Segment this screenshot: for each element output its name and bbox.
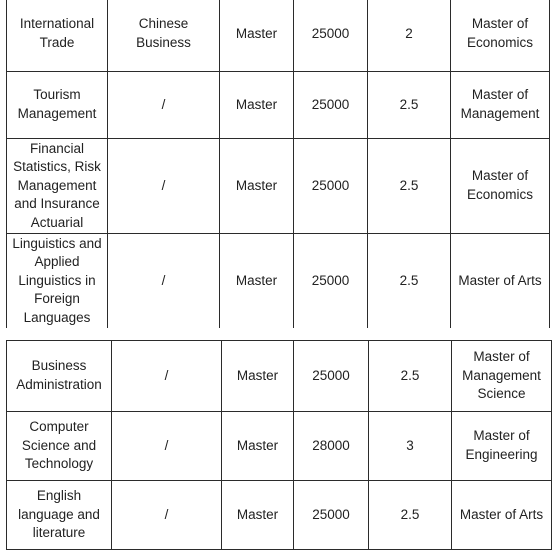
tuition-cell: 25000	[294, 481, 369, 550]
level-cell: Master	[220, 72, 294, 139]
table-row	[7, 72, 550, 139]
table-row	[7, 0, 550, 72]
degree-cell: Master of Arts	[452, 481, 552, 550]
major-cell: English language and literature	[7, 481, 112, 550]
section-gap	[0, 328, 557, 340]
level-cell: Master	[222, 412, 294, 481]
degree-cell: Master of Economics	[451, 0, 550, 72]
major-cell: Business Administration	[7, 341, 112, 412]
direction-cell: /	[112, 481, 222, 550]
direction-cell: /	[108, 139, 220, 234]
direction-cell: Chinese Business	[108, 0, 220, 72]
major-cell: Financial Statistics, Risk Management and Insurance Actuarial	[7, 139, 108, 234]
duration-cell: 2.5	[368, 72, 451, 139]
tuition-cell: 25000	[294, 341, 369, 412]
tuition-cell: 25000	[294, 139, 368, 234]
degree-cell: Master of Management Science	[452, 341, 552, 412]
tuition-cell: 28000	[294, 412, 369, 481]
table-row	[7, 139, 550, 234]
duration-cell: 2.5	[369, 481, 452, 550]
major-cell: Tourism Management	[7, 72, 108, 139]
duration-cell: 2.5	[368, 234, 451, 329]
duration-cell: 2	[368, 0, 451, 72]
direction-cell: /	[108, 72, 220, 139]
duration-cell: 2.5	[368, 139, 451, 234]
duration-cell: 2.5	[369, 341, 452, 412]
program-table-top	[6, 0, 550, 329]
level-cell: Master	[220, 234, 294, 329]
degree-cell: Master of Economics	[451, 139, 550, 234]
direction-cell: /	[108, 234, 220, 329]
degree-cell: Master of Engineering	[452, 412, 552, 481]
program-table-bottom	[6, 340, 552, 550]
direction-cell: /	[112, 412, 222, 481]
major-cell: International Trade	[7, 0, 108, 72]
major-cell: Computer Science and Technology	[7, 412, 112, 481]
level-cell: Master	[222, 481, 294, 550]
table-row	[7, 481, 552, 550]
major-cell: Linguistics and Applied Linguistics in Foreign Languages	[7, 234, 108, 329]
tuition-cell: 25000	[294, 0, 368, 72]
table-row	[7, 412, 552, 481]
tuition-cell: 25000	[294, 234, 368, 329]
duration-cell: 3	[369, 412, 452, 481]
degree-cell: Master of Arts	[451, 234, 550, 329]
table-row	[7, 234, 550, 329]
table-row	[7, 341, 552, 412]
level-cell: Master	[222, 341, 294, 412]
degree-cell: Master of Management	[451, 72, 550, 139]
tuition-cell: 25000	[294, 72, 368, 139]
level-cell: Master	[220, 139, 294, 234]
direction-cell: /	[112, 341, 222, 412]
level-cell: Master	[220, 0, 294, 72]
